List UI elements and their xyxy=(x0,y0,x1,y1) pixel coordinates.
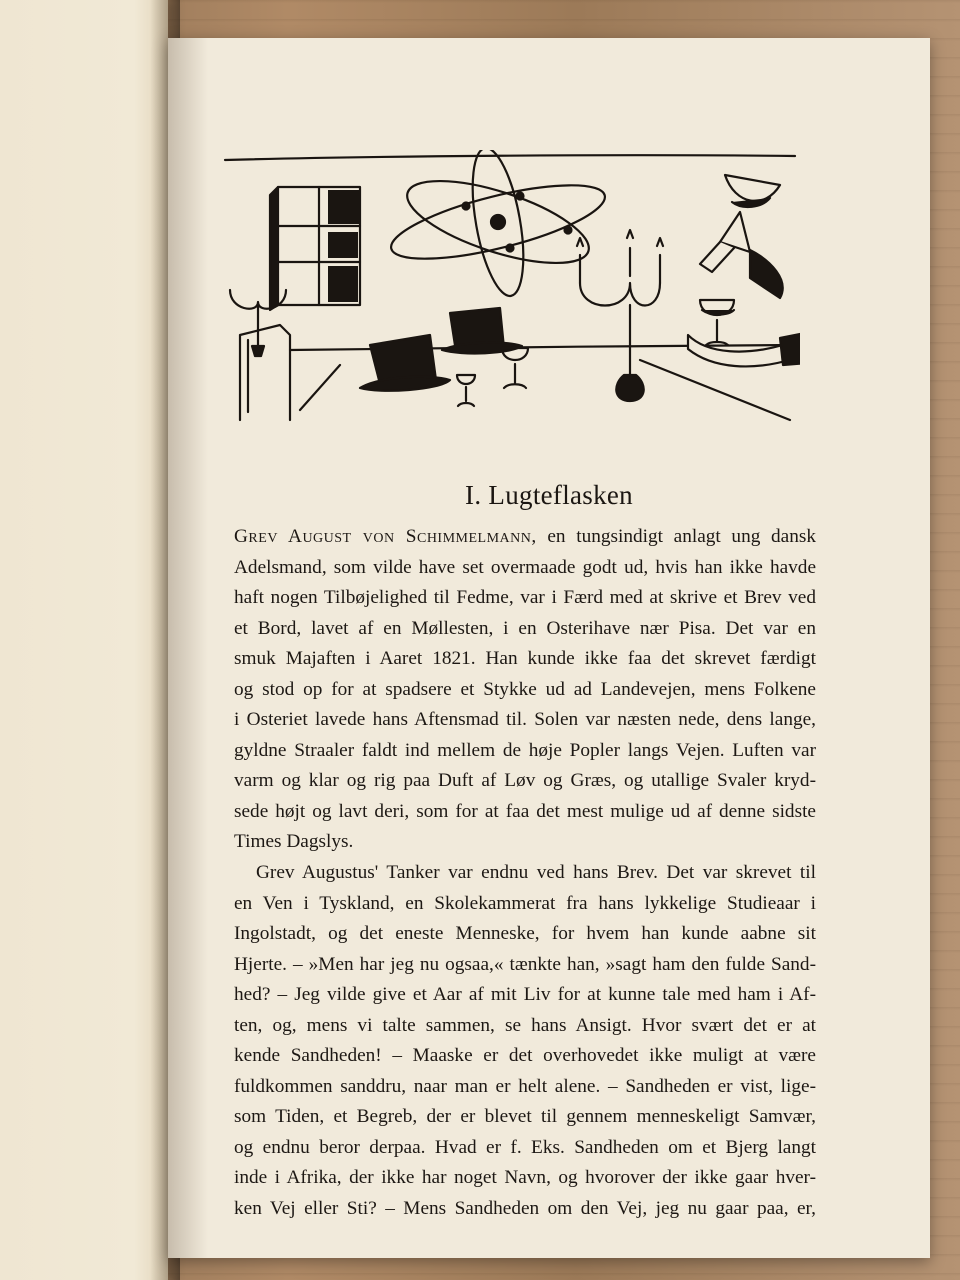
body-text xyxy=(234,522,816,1225)
text-line: Times Dagslys. xyxy=(234,831,354,853)
text-line: smuk Majaften i Aaret 1821. Han kunde ikke faa det skrevet færdigt xyxy=(234,648,816,670)
text-line: Grev Augustus' Tanker var endnu ved hans Brev. Det var skrevet til xyxy=(256,862,816,884)
text-line: og endnu beror derpaa. Hvad er f. Eks. Sandheden om et Bjerg langt xyxy=(234,1136,816,1158)
atom-drawing xyxy=(385,150,611,300)
text-line: kende Sandheden! – Maaske er det overhovedet ikke muligt at være xyxy=(234,1045,816,1067)
window-drawing xyxy=(270,187,360,310)
text-line: ken Vej eller Sti? – Mens Sandheden om den Vej, jeg nu gaar paa, er, xyxy=(234,1198,816,1220)
pouring-hands xyxy=(688,175,800,366)
table-drawing xyxy=(240,325,795,420)
text-line: Ingolstadt, og det eneste Menneske, for hvem han kunde aabne sit xyxy=(234,923,816,945)
ceiling-line xyxy=(225,155,795,160)
right-candelabra xyxy=(577,230,663,401)
chapter-title: I. Lugteflasken xyxy=(465,480,633,510)
text-line: fuldkommen sanddru, naar man er helt alene. – Sandheden er vist, lige- xyxy=(234,1075,816,1097)
text-line: Adelsmand, som vilde have set overmaade godt ud, hvis han ikke havde xyxy=(234,556,816,578)
text-line xyxy=(234,522,816,553)
text-line: inde i Afrika, der ikke har noget Navn, og hvorover der ikke gaar hver- xyxy=(234,1167,816,1189)
text-line: varm og klar og rig paa Duft af Løv og Græs, og utallige Svaler kryd- xyxy=(234,770,816,792)
text-line: gyldne Straaler faldt ind mellem de høje Popler langs Vejen. Luften var xyxy=(234,739,816,761)
text-line: sede højt og lavt deri, som for at faa det mest mulige ud af denne sidste xyxy=(234,800,816,822)
page-shadow xyxy=(168,38,208,1258)
text-line-content: en tungsindigt anlagt ung dansk xyxy=(536,526,816,547)
chapter-illustration xyxy=(220,150,800,425)
text-line: hed? – Jeg vilde give et Aar af mit Liv for at kunne tale med ham i Af- xyxy=(234,984,816,1006)
text-line: haft nogen Tilbøjelighed til Fedme, var i Færd med at skrive et Brev ved xyxy=(234,587,816,609)
text-line: en Ven i Tyskland, en Skolekammerat fra hans lykkelige Studieaar i xyxy=(234,892,816,914)
text-line: i Osteriet lavede hans Aftensmad til. Solen var næsten nede, dens lange, xyxy=(234,709,816,731)
text-line: et Bord, lavet af en Møllesten, i en Osterihave nær Pisa. Det var en xyxy=(234,617,816,639)
text-line: Hjerte. – »Men har jeg nu ogsaa,« tænkte han, »sagt ham den fulde Sand- xyxy=(234,953,816,975)
left-page xyxy=(0,0,168,1280)
text-line: som Tiden, et Begreb, der er blevet til gennem menneskeligt Samvær, xyxy=(234,1106,816,1128)
wine-glasses xyxy=(457,348,528,406)
top-hats xyxy=(360,308,522,391)
small-caps-name: Grev August von Schimmelmann, xyxy=(234,526,537,547)
text-line: ten, og, mens vi talte sammen, se hans Ansigt. Hvor svært det er at xyxy=(234,1014,816,1036)
text-line: og stod op for at spadsere et Stykke ud ad Landevejen, mens Folkene xyxy=(234,678,816,700)
